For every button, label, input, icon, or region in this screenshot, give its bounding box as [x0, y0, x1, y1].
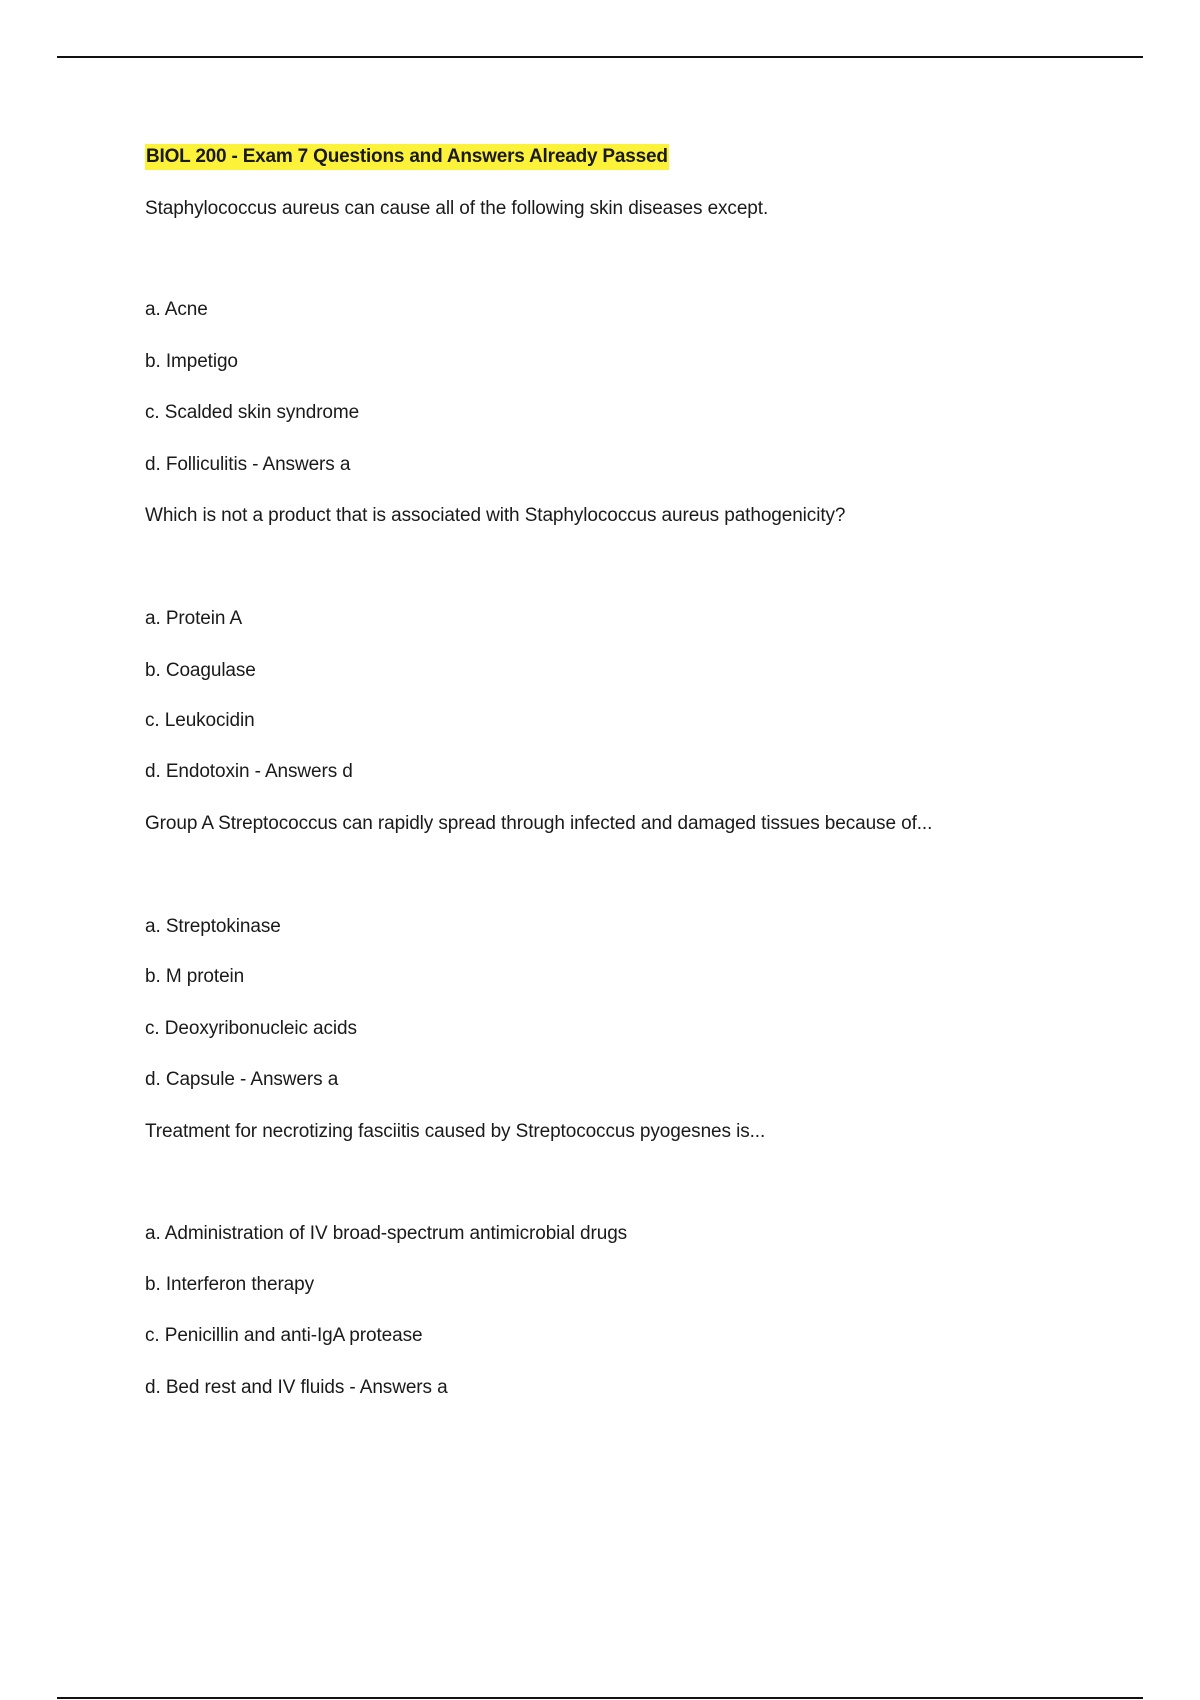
- option-item: d. Folliculitis - Answers a: [145, 454, 351, 475]
- option-list: [145, 1222, 1125, 1400]
- question-block-2: [145, 504, 1125, 784]
- question-block-1: [145, 197, 1125, 477]
- option-item: c. Deoxyribonucleic acids: [145, 1018, 357, 1039]
- option-item: d. Endotoxin - Answers d: [145, 761, 353, 782]
- document-body: [145, 144, 1125, 1400]
- option-item: a. Protein A: [145, 608, 243, 629]
- option-item: a. Acne: [145, 299, 208, 320]
- question-text: Which is not a product that is associated with Staphylococcus aureus pathogenicity?: [145, 505, 846, 526]
- option-item: c. Scalded skin syndrome: [145, 402, 360, 423]
- option-item: c. Penicillin and anti-IgA protease: [145, 1325, 423, 1346]
- option-item: b. Impetigo: [145, 351, 238, 372]
- question-text: Group A Streptococcus can rapidly spread through infected and damaged tissues because of...: [145, 813, 933, 834]
- top-rule: [57, 56, 1143, 58]
- option-item: d. Bed rest and IV fluids - Answers a: [145, 1377, 448, 1398]
- option-item: c. Leukocidin: [145, 710, 255, 731]
- option-list: [145, 915, 1125, 1092]
- option-item: b. Interferon therapy: [145, 1274, 315, 1295]
- option-list: [145, 607, 1125, 784]
- question-text: Treatment for necrotizing fasciitis caused by Streptococcus pyogesnes is...: [145, 1121, 766, 1142]
- option-item: d. Capsule - Answers a: [145, 1069, 339, 1090]
- question-block-3: [145, 812, 1125, 1092]
- question-text: Staphylococcus aureus can cause all of the following skin diseases except.: [145, 198, 769, 219]
- option-item: a. Administration of IV broad-spectrum antimicrobial drugs: [145, 1223, 628, 1244]
- bottom-rule: [57, 1697, 1143, 1699]
- document-title: BIOL 200 - Exam 7 Questions and Answers Already Passed: [145, 144, 669, 170]
- option-list: [145, 298, 1125, 477]
- option-item: b. Coagulase: [145, 660, 256, 681]
- option-item: b. M protein: [145, 966, 245, 987]
- question-block-4: [145, 1120, 1125, 1400]
- option-item: a. Streptokinase: [145, 916, 281, 937]
